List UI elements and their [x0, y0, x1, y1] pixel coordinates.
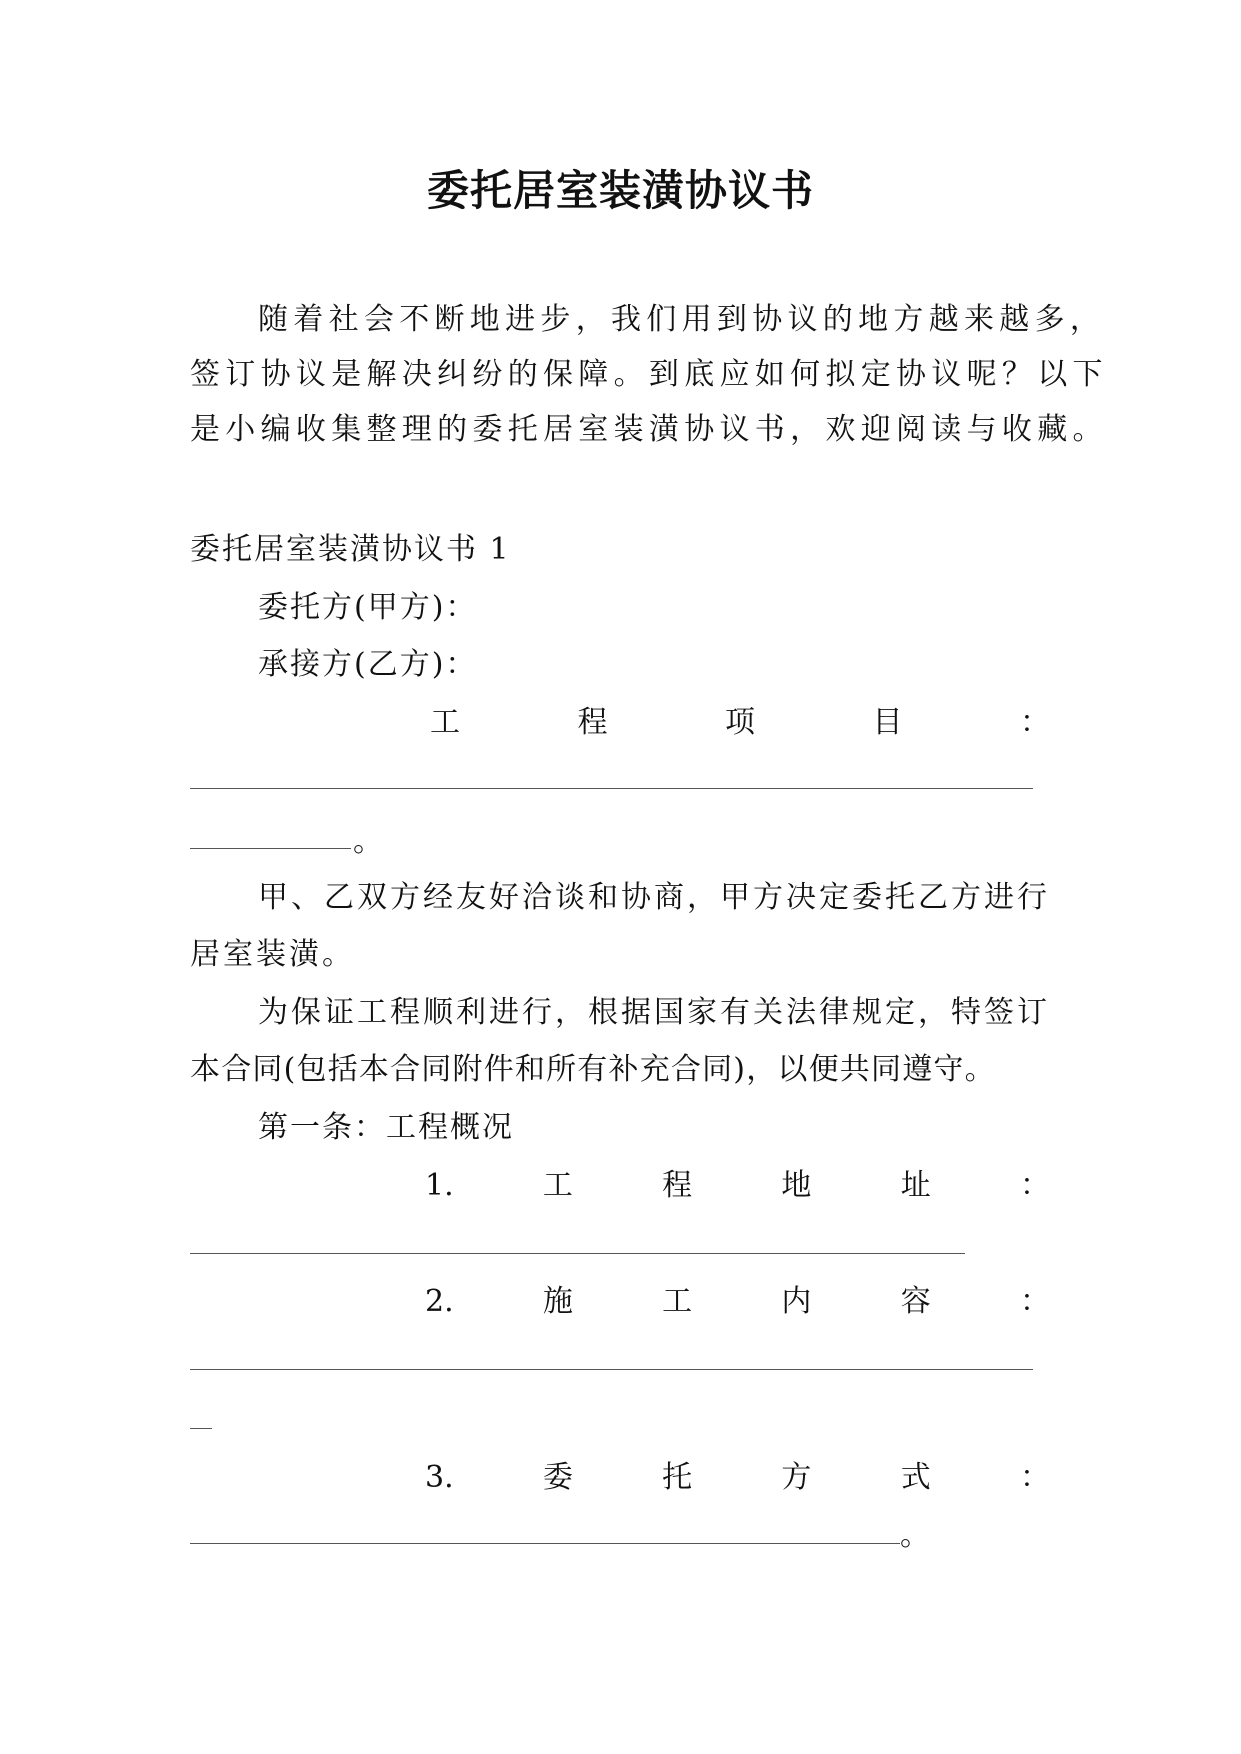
project-label-char: 项 [725, 705, 755, 740]
item-2-label [425, 1282, 1050, 1322]
project-label-char: 工 [430, 705, 460, 740]
project-label [430, 703, 1050, 743]
item-3-char: 方 [781, 1460, 812, 1495]
contractor-label: 承接方(乙方)： [258, 647, 478, 682]
item-2-char: 内 [781, 1284, 812, 1319]
project-blank-line-1 [190, 788, 1033, 789]
intro-line-3: 是小编收集整理的委托居室装潢协议书，欢迎阅读与收藏。 [190, 412, 1108, 447]
intro-line-1: 随着社会不断地进步，我们用到协议的地方越来越多， [258, 302, 1106, 337]
item-2-number: 2. [425, 1284, 454, 1319]
paragraph-1-line-2: 居室装潢。 [190, 937, 355, 972]
item-2-char: 工 [662, 1284, 693, 1319]
project-label-char: 目 [872, 705, 903, 740]
article-1-heading: 第一条：工程概况 [258, 1110, 514, 1145]
project-label-char: 程 [577, 705, 608, 740]
item-3-char: 式 [900, 1460, 931, 1495]
item-1-label [425, 1166, 1050, 1206]
method-period: 。 [900, 1518, 930, 1553]
client-label: 委托方(甲方)： [258, 590, 478, 625]
project-period: 。 [353, 824, 383, 859]
content-blank-line-2 [190, 1428, 212, 1429]
item-3-char: 托 [662, 1460, 693, 1495]
paragraph-2-line-1: 为保证工程顺利进行，根据国家有关法律规定，特签订 [258, 995, 1050, 1030]
project-blank-line-2 [190, 848, 351, 849]
item-3-label [425, 1458, 1050, 1498]
item-3-char: 委 [542, 1460, 573, 1495]
item-1-colon: ： [1019, 1168, 1050, 1203]
section-heading: 委托居室装潢协议书 1 [190, 532, 511, 567]
paragraph-2-line-2: 本合同(包括本合同附件和所有补充合同)，以便共同遵守。 [190, 1052, 996, 1087]
item-1-char: 址 [900, 1168, 931, 1203]
address-blank-line [190, 1253, 965, 1254]
item-2-char: 施 [542, 1284, 573, 1319]
project-label-char: ： [1020, 705, 1050, 740]
item-1-char: 程 [662, 1168, 693, 1203]
item-3-number: 3. [425, 1460, 454, 1495]
item-1-number: 1. [425, 1168, 454, 1203]
item-3-colon: ： [1019, 1460, 1050, 1495]
item-1-char: 工 [542, 1168, 573, 1203]
intro-line-2: 签订协议是解决纠纷的保障。到底应如何拟定协议呢？以下 [190, 357, 1108, 392]
item-1-char: 地 [781, 1168, 812, 1203]
content-blank-line-1 [190, 1369, 1033, 1370]
document-title: 委托居室装潢协议书 [426, 166, 814, 215]
method-blank-line [190, 1543, 900, 1544]
paragraph-1-line-1: 甲、乙双方经友好洽谈和协商，甲方决定委托乙方进行 [258, 880, 1050, 915]
item-2-colon: ： [1019, 1284, 1050, 1319]
item-2-char: 容 [900, 1284, 931, 1319]
